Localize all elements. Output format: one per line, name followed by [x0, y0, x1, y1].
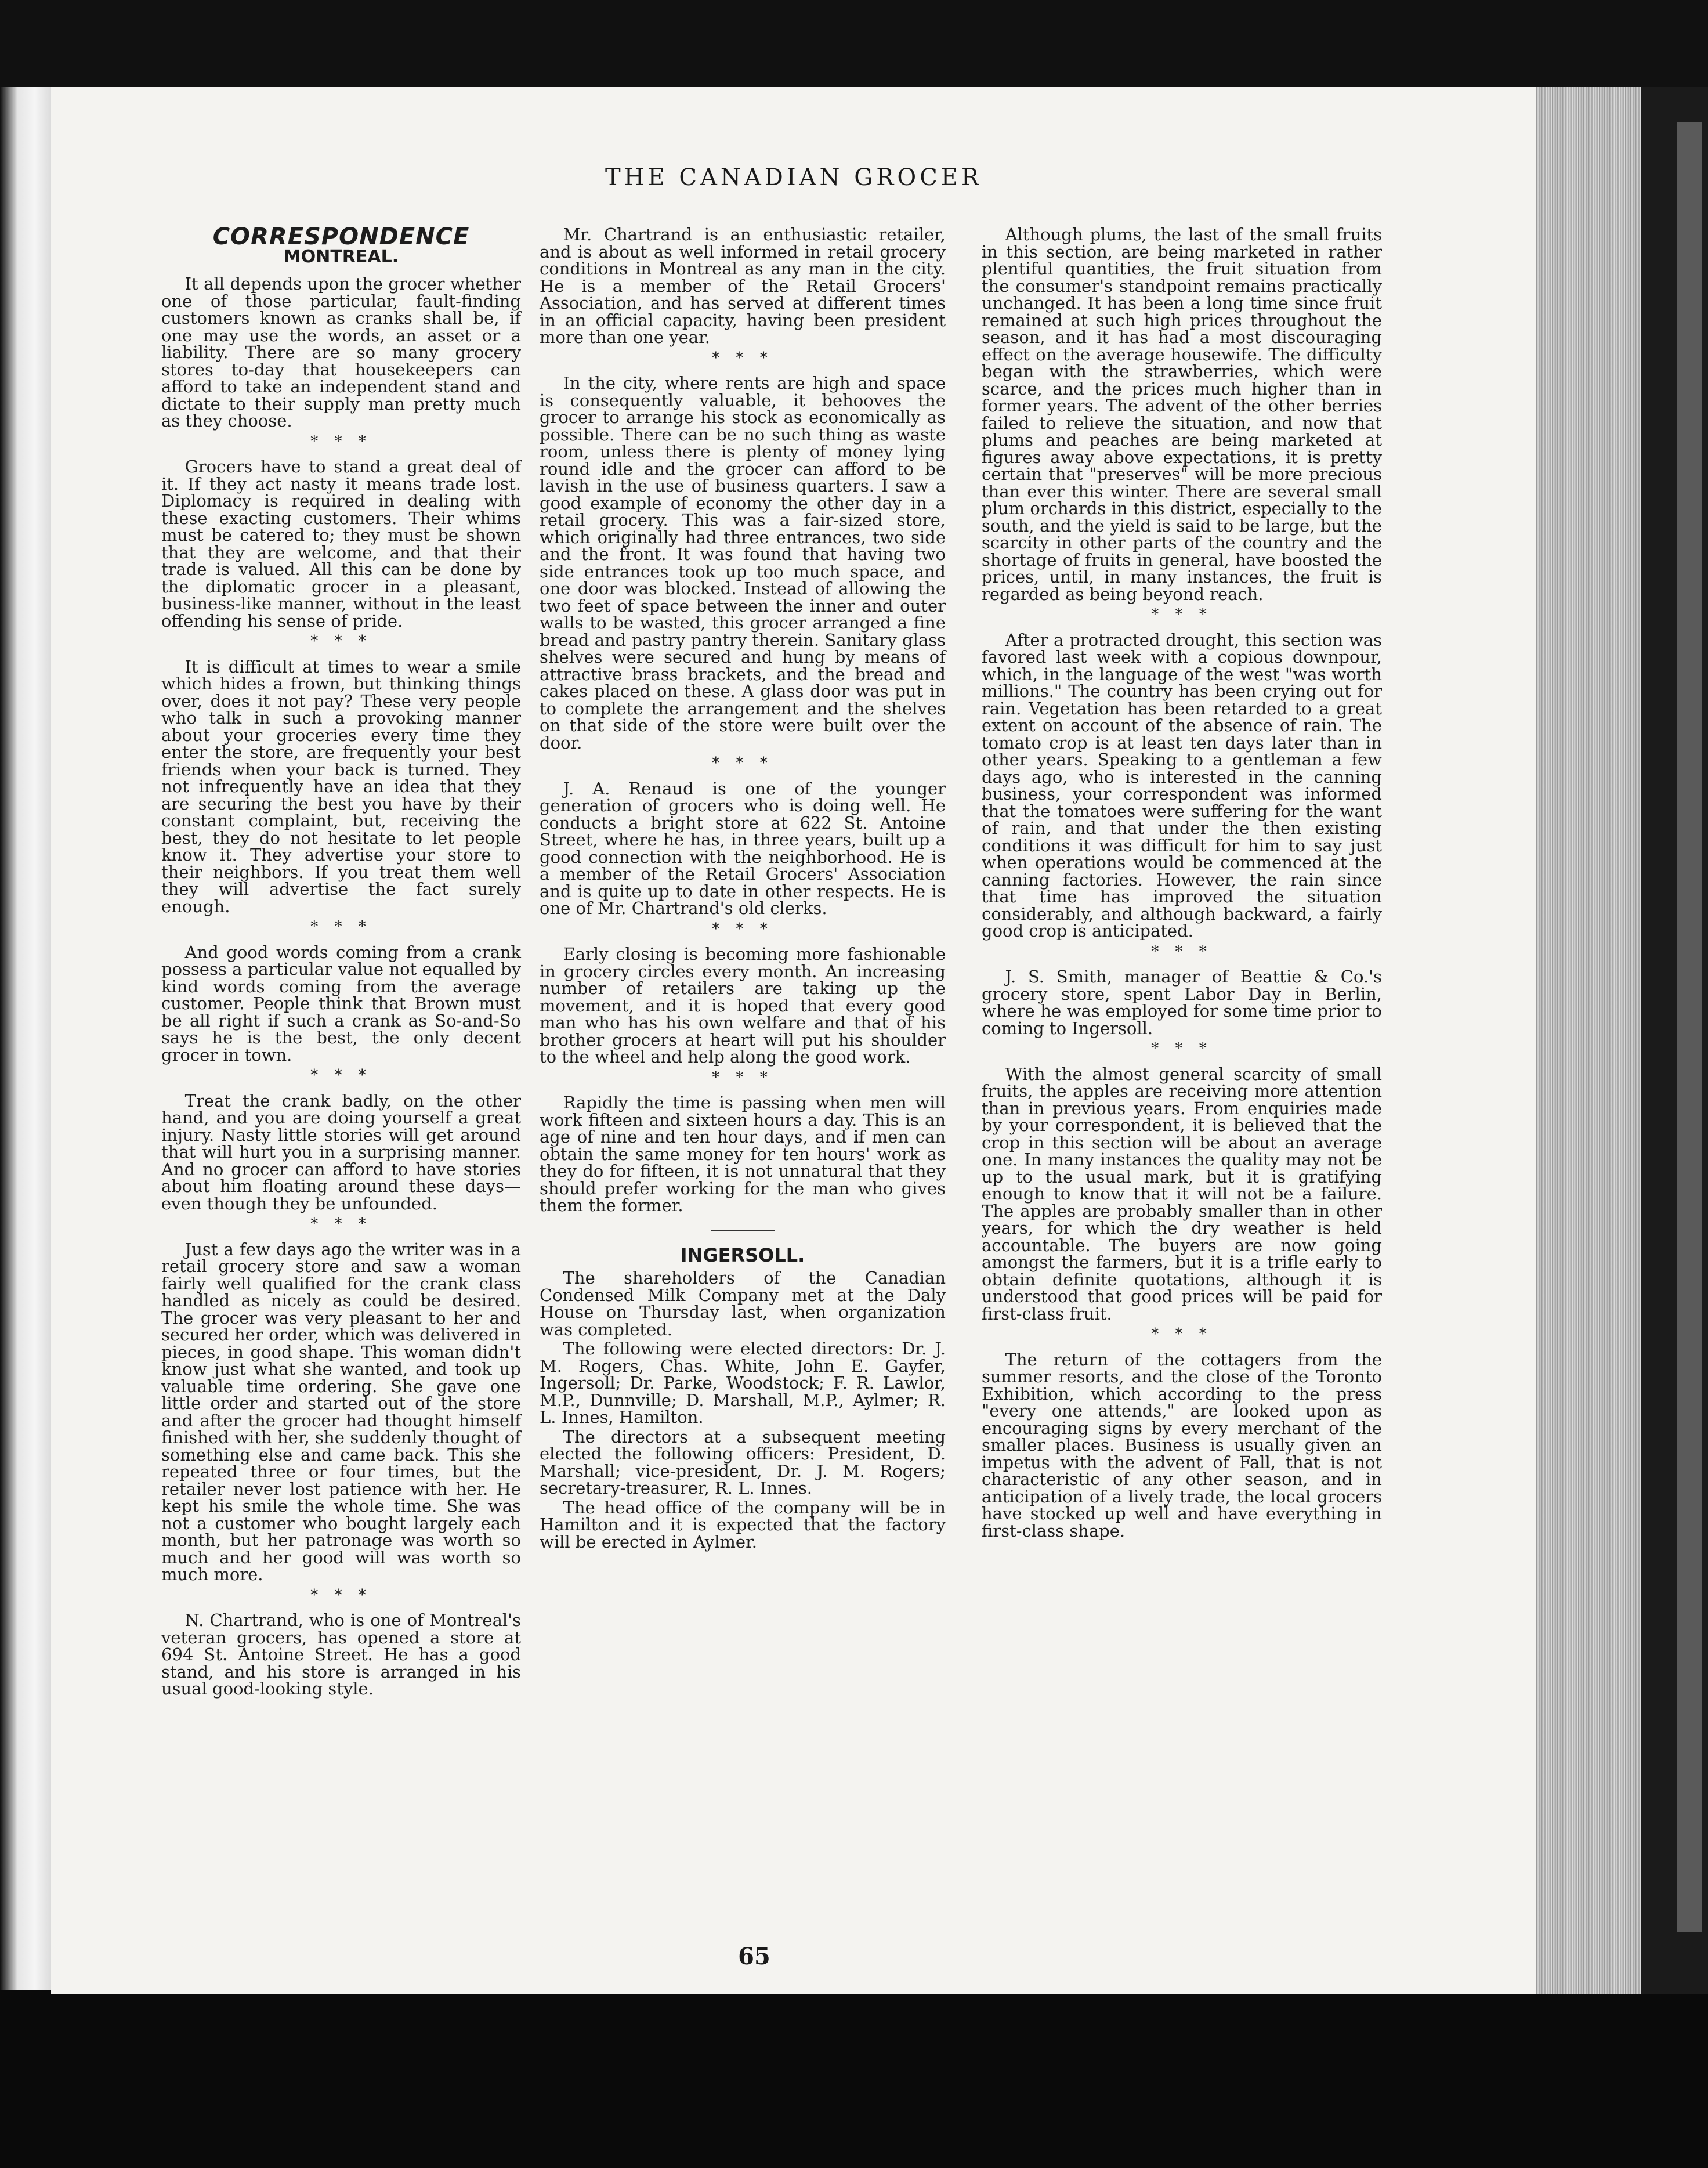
paragraph: Rapidly the time is passing when men will work fifteen and sixteen hours a day. This is an age of nine and ten hour days, and if men can obtain the same money for ten hours' work as they do for fifteen, it is not unnatural that they should prefer working for the man who gives them the former. — [540, 1093, 946, 1215]
paragraph: After a protracted drought, this section was favored last week with a copious downpour, which, in the language of the west "was worth millions." The country has been crying out for rain. Vegetation has been retarded to a great extent on account of the absence of rain. The tomato crop is at least ten days later than in other years. Speaking to a gentleman a few days ago, who is interested in the canning business, your correspondent was informed that the tomatoes were suffering for the want of rain, and that under the then existing conditions it was difficult for him to say just when operations would be commenced at the canning factories. However, the rain since that time has improved the situation considerably, and although backward, a fairly good crop is anticipated. — [982, 630, 1382, 941]
section-separator: * * * — [310, 1215, 372, 1233]
paragraph: Just a few days ago the writer was in a retail grocery store and saw a woman fairly well qualified for the crank class handled as nicely as could be desired. The grocer was very pleasant to her and secured her order, which was delivered in pieces, in good shape. This woman didn't know just what she wanted, and took up valuable time ordering. She gave one little order and started out of the store and after the grocer had thought himself finished with her, she suddenly thought of something else and came back. This she repeated three or four times, but the retailer never lost patience with her. He kept his smile the whole time. She was not a customer who bought largely each month, but her patronage was worth so much and her good will was worth so much more. — [161, 1239, 521, 1584]
section-separator: * * * — [712, 754, 773, 772]
page-number: 65 — [738, 1943, 770, 1970]
column-1 — [161, 223, 521, 1700]
paragraph: N. Chartrand, who is one of Montreal's veteran grocers, has opened a store at 694 St. Antoine Street. He has a good stand, and his store is arranged in his usual good-looking style. — [161, 1610, 521, 1699]
paragraph: Treat the crank badly, on the other hand, and you are doing yourself a great injury. Nasty little stories will get around that will hurt you in a surprising manner. And no grocer can afford to have stories about him floating around these days—even though they be unfounded. — [161, 1090, 521, 1213]
section-separator: * * * — [1151, 1325, 1213, 1343]
paragraph: Grocers have to stand a great deal of it. If they act nasty it means trade lost. Diplomacy is required in dealing with these exacting customers. Their whims must be catered to; they must be shown that they are welcome, and that their trade is valued. All this can be done by the diplomatic grocer in a pleasant, business-like manner, without in the least offending his sense of pride. — [161, 457, 521, 631]
paragraph: And good words coming from a crank possess a particular value not equalled by kind words coming from the average customer. People think that Brown must be all right if such a crank as So-and-So says he is the best, the only decent grocer in town. — [161, 942, 521, 1065]
section-title-correspondence: CORRESPONDENCE — [212, 223, 470, 250]
paragraph: In the city, where rents are high and space is consequently valuable, it behooves the grocer to arrange his stock as economically as possible. There can be no such thing as waste room, unless there is plenty of money lying round idle and the grocer can afford to be lavish in the use of business quarters. I saw a good example of economy the other day in a retail grocery. This was a fair-sized store, which originally had three entrances, two side and the front. It was found that having two side entrances took up too much space, and one door was blocked. Instead of allowing the two feet of space between the inner and outer walls to be wasted, this grocer arranged a fine bread and pastry pantry therein. Sanitary glass shelves were secured and hung by means of attractive brass brackets, and the bread and cakes placed on these. A glass door was put in to complete the arrangement and the shelves on that side of the store were built over the door. — [540, 373, 946, 753]
book-page-edges — [1536, 87, 1641, 1994]
section-separator: * * * — [310, 1586, 372, 1604]
paragraph: It all depends upon the grocer whether one of those particular, fault-finding customers known as cranks shall be, if one may use the words, an asset or a liability. There are so many grocery stores to-day that housekeepers can afford to take an independent stand and dictate to their supply man pretty much as they choose. — [161, 274, 521, 431]
section-subtitle-ingersoll: INGERSOLL. — [680, 1244, 805, 1266]
paragraph: The shareholders of the Canadian Condensed Milk Company met at the Daly House on Thursday last, when organization was completed. — [540, 1268, 946, 1339]
paragraph: The directors at a subsequent meeting elected the following officers: President, D. Marshall; vice-president, Dr. J. M. Rogers; secretary-treasurer, R. L. Innes. — [540, 1426, 946, 1498]
facing-page-edge — [0, 87, 51, 1990]
paragraph: Although plums, the last of the small fruits in this section, are being marketed in rather plentiful quantities, the fruit situation from the consumer's standpoint remains practically unchanged. It has been a long time since fruit remained at such high prices throughout the season, and it has had a most discouraging effect on the average housewife. The difficulty began with the strawberries, which were scarce, and the prices much higher than in former years. The advent of the other berries failed to relieve the situation, and now that plums and peaches are being marketed at figures away above expectations, it is pretty certain that "preserves" will be more precious than ever this winter. There are several small plum orchards in this district, especially to the south, and the yield is said to be large, but the scarcity in other parts of the country and the shortage of fruits in general, have boosted the prices, until, in many instances, the fruit is regarded as being beyond reach. — [982, 225, 1382, 604]
scan-bottom-shadow — [0, 1994, 1708, 2168]
column-3 — [982, 226, 1382, 1542]
running-head: THE CANADIAN GROCER — [605, 164, 983, 191]
section-separator: * * * — [1151, 942, 1213, 960]
paragraph: The return of the cottagers from the summer resorts, and the close of the Toronto Exhibition, which according to the press "every one attends," are looked upon as encouraging signs by every merchant of the smaller places. Business is usually given an impetus with the advent of Fall, that is not characteristic of any other season, and in anticipation of a lively trade, the local grocers have stocked up well and have everything in first-class shape. — [982, 1349, 1382, 1541]
section-separator: * * * — [1151, 1040, 1213, 1057]
paragraph: Mr. Chartrand is an enthusiastic retailer, and is about as well informed in retail grocery conditions in Montreal as any man in the city. He is a member of the Retail Grocers' Association, and has served at different times in an official capacity, having been president more than one year. — [540, 225, 946, 347]
section-separator: * * * — [1151, 606, 1213, 623]
paragraph: With the almost general scarcity of small fruits, the apples are receiving more attention than in previous years. From enquiries made by your correspondent, it is believed that the crop in this section will be about an average one. In many instances the quality may not be up to the usual mark, but it is gratifying enough to know that it will not be a failure. The apples are probably smaller than in other years, for which the dry weather is held accountable. The buyers are now going amongst the farmers, but it is a trifle early to obtain definite quotations, although it is understood that good prices will be paid for first-class fruit. — [982, 1064, 1382, 1324]
paragraph: The head office of the company will be in Hamilton and it is expected that the factory will be erected in Aylmer. — [540, 1497, 946, 1552]
column-2 — [540, 226, 946, 1553]
section-separator: * * * — [310, 918, 372, 935]
paragraph: J. A. Renaud is one of the younger generation of grocers who is doing well. He conducts a bright store at 622 St. Antoine Street, where he has, in three years, built up a good connection with the neighborhood. He is a member of the Retail Grocers' Association and is quite up to date in other respects. He is one of Mr. Chartrand's old clerks. — [540, 778, 946, 918]
scan-top-shadow — [0, 0, 1708, 87]
paragraph: Early closing is becoming more fashionable in grocery circles every month. An increasing number of retailers are taking up the movement, and it is hoped that every good man who has his own welfare and that of his brother grocers at heart will put his shoulder to the wheel and help along the good work. — [540, 944, 946, 1067]
section-subtitle-montreal: MONTREAL. — [283, 246, 399, 267]
section-separator: * * * — [712, 920, 773, 938]
section-rule — [711, 1230, 775, 1231]
section-separator: * * * — [310, 432, 372, 450]
section-separator: * * * — [310, 1067, 372, 1084]
section-separator: * * * — [310, 633, 372, 650]
spine-strip — [1677, 122, 1702, 1932]
section-separator: * * * — [712, 349, 773, 367]
section-separator: * * * — [712, 1068, 773, 1086]
paragraph: The following were elected directors: Dr. J. M. Rogers, Chas. White, John E. Gayfer, Ingersoll; Dr. Parke, Woodstock; F. R. Lawlor, M.P., Dunnville; D. Marshall, M.P., Aylmer; R. L. Innes, Hamilton. — [540, 1339, 946, 1427]
paragraph: J. S. Smith, manager of Beattie & Co.'s grocery store, spent Labor Day in Berlin, where he was employed for some time prior to coming to Ingersoll. — [982, 967, 1382, 1038]
paragraph: It is difficult at times to wear a smile which hides a frown, but thinking things over, does it not pay? These very people who talk in such a provoking manner about your groceries every time they enter the store, are frequently your best friends when your back is turned. They not infrequently have an idea that they are securing the best you have by their constant complaint, but, receiving the best, they do not hesitate to let people know it. They advertise your store to their neighbors. If you treat them well they will advertise the fact surely enough. — [161, 656, 521, 916]
